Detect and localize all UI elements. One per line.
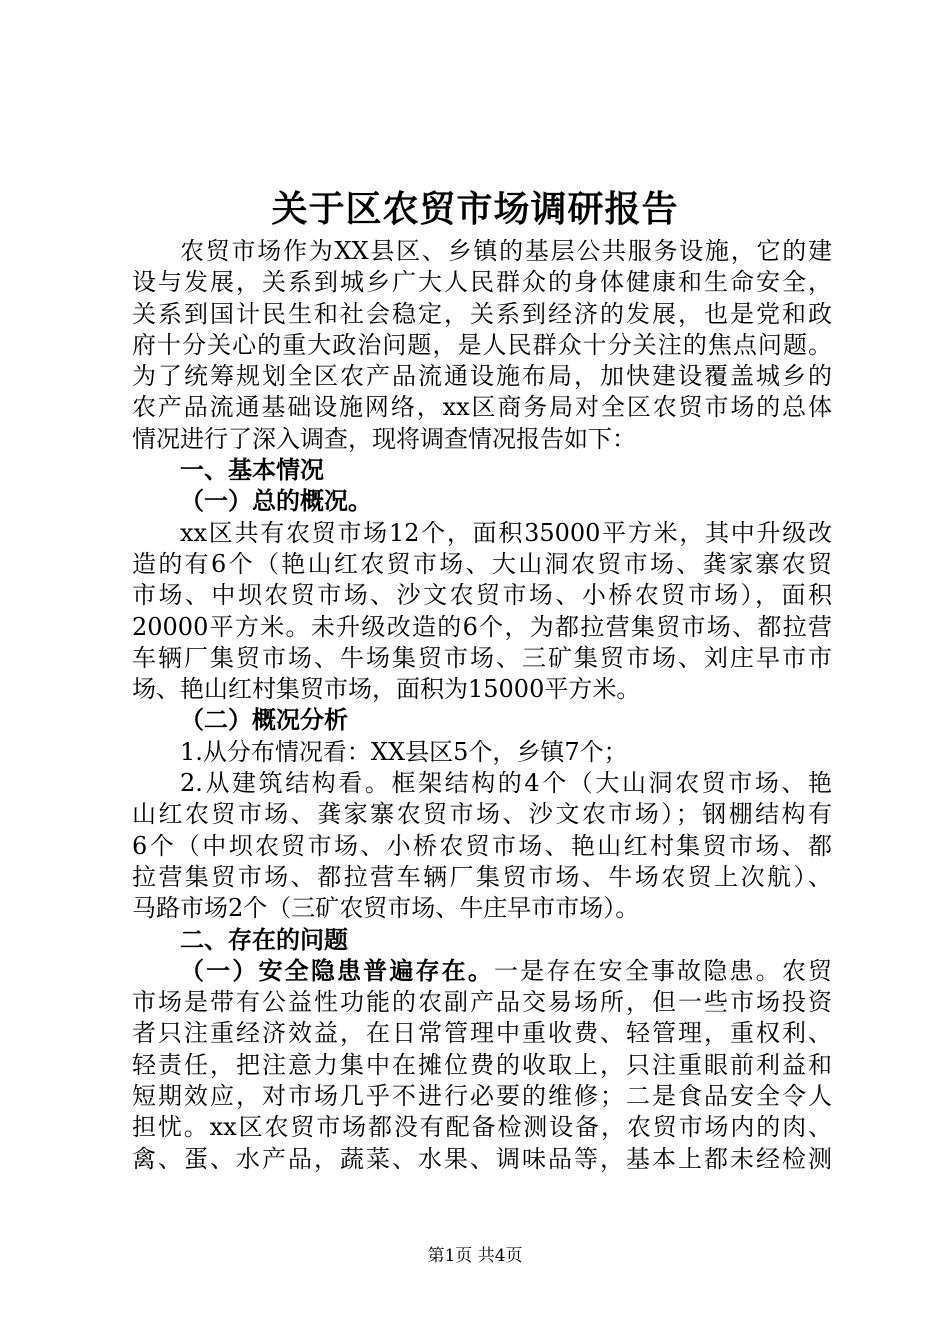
page-number-footer: 第1页 共4页 xyxy=(427,1246,523,1266)
paragraph-line: 场、艳山红村集贸市场，面积为15000平方米。 xyxy=(132,675,641,704)
paragraph-text: 一是存在安全事故隐患。农贸 xyxy=(494,956,832,985)
paragraph-line: 担忧。xx区农贸市场都没有配备检测设备，农贸市场内的肉、 xyxy=(132,1113,832,1142)
paragraph-line: 关系到国计民生和社会稳定，关系到经济的发展，也是党和政 xyxy=(132,299,832,328)
paragraph-line: xx区共有农贸市场12个，面积35000平方米，其中升级改 xyxy=(180,518,832,547)
subsection-heading: （二）概况分析 xyxy=(180,706,348,735)
paragraph-line: 禽、蛋、水产品，蔬菜、水果、调味品等，基本上都未经检测 xyxy=(132,1144,832,1173)
paragraph-line: 府十分关心的重大政治问题，是人民群众十分关注的焦点问题。 xyxy=(132,330,832,359)
section-heading: 二、存在的问题 xyxy=(180,925,348,954)
paragraph-line: 短期效应，对市场几乎不进行必要的维修；二是食品安全令人 xyxy=(132,1082,832,1111)
document-title: 关于区农贸市场调研报告 xyxy=(271,188,679,230)
paragraph-line xyxy=(132,956,832,987)
paragraph-line: 轻责任，把注意力集中在摊位费的收取上，只注重眼前利益和 xyxy=(132,1050,832,1079)
paragraph-line: 市场是带有公益性功能的农副产品交易场所，但一些市场投资 xyxy=(132,988,832,1017)
paragraph-line: 马路市场2个（三矿农贸市场、牛庄早市市场）。 xyxy=(132,894,640,923)
document-body xyxy=(132,236,832,1175)
paragraph-line: 造的有6个（艳山红农贸市场、大山洞农贸市场、龚家寨农贸 xyxy=(132,549,832,578)
paragraph-line: 设与发展，关系到城乡广大人民群众的身体健康和生命安全， xyxy=(132,268,832,297)
paragraph-line: 者只注重经济效益，在日常管理中重收费、轻管理，重权利、 xyxy=(132,1019,832,1048)
paragraph-line: 1.从分布情况看：XX县区5个，乡镇7个； xyxy=(180,737,628,766)
section-heading: 一、基本情况 xyxy=(180,456,324,485)
subsection-heading: （一）总的概况。 xyxy=(180,487,372,516)
paragraph-line: 车辆厂集贸市场、牛场集贸市场、三矿集贸市场、刘庄早市市 xyxy=(132,643,832,672)
paragraph-line: 农产品流通基础设施网络，xx区商务局对全区农贸市场的总体 xyxy=(132,393,832,422)
paragraph-line: 拉营集贸市场、都拉营车辆厂集贸市场、牛场农贸上次航）、 xyxy=(132,862,832,891)
paragraph-line: 情况进行了深入调查，现将调查情况报告如下： xyxy=(132,424,636,453)
paragraph-line: 6个（中坝农贸市场、小桥农贸市场、艳山红村集贸市场、都 xyxy=(132,831,832,860)
paragraph-line: 20000平方米。未升级改造的6个，为都拉营集贸市场、都拉营 xyxy=(132,612,832,641)
paragraph-line: 市场、中坝农贸市场、沙文农贸市场、小桥农贸市场），面积 xyxy=(132,581,832,610)
inline-heading: （一）安全隐患普遍存在。 xyxy=(180,956,494,985)
paragraph-line: 农贸市场作为XX县区、乡镇的基层公共服务设施，它的建 xyxy=(180,237,832,265)
paragraph-line: 为了统筹规划全区农产品流通设施布局，加快建设覆盖城乡的 xyxy=(132,362,832,391)
paragraph-line: 山红农贸市场、龚家寨农贸市场、沙文农市场）；钢棚结构有 xyxy=(132,800,832,829)
paragraph-line: 2.从建筑结构看。框架结构的4个（大山洞农贸市场、艳 xyxy=(180,769,832,798)
